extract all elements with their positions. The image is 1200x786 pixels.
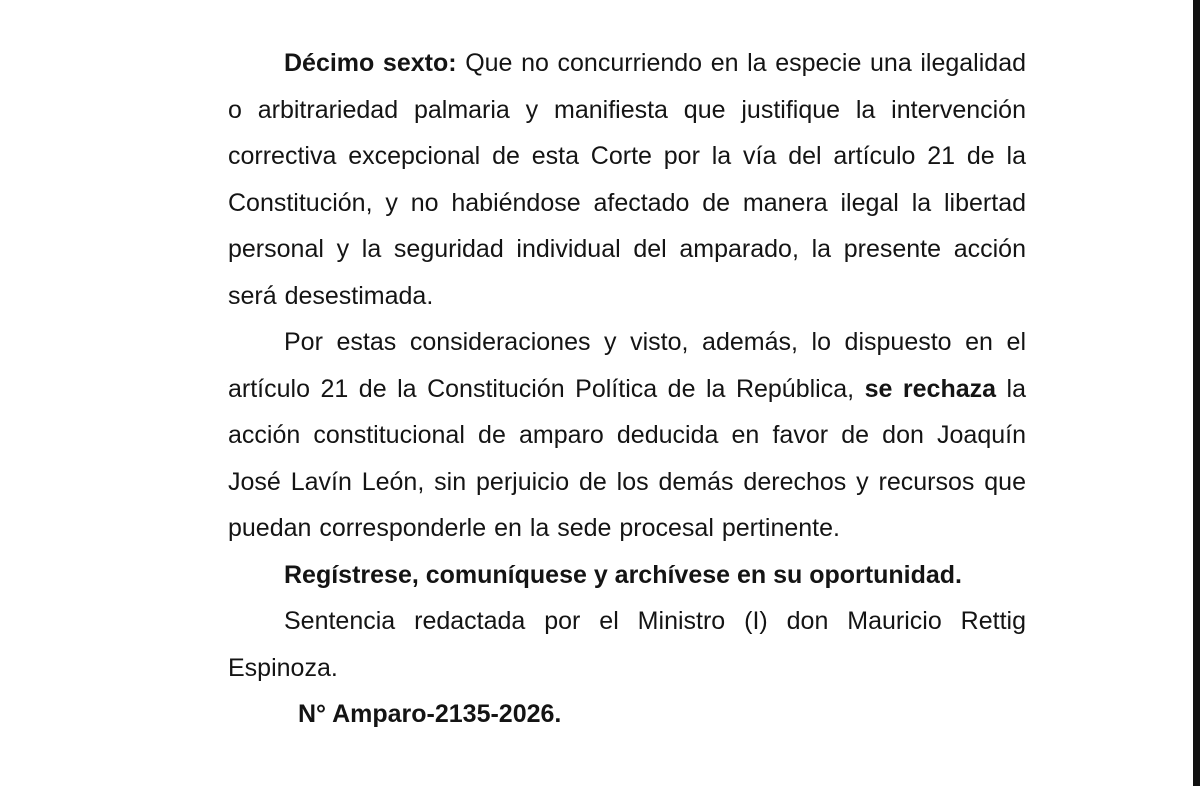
resolution-decision: se rechaza <box>864 374 997 403</box>
paragraph-text: Que no concurriendo en la especie una ilegalidad o arbitrariedad palmaria y manifiesta que justifique la intervención correctiva excepcional de esta Corte por la vía del artículo 21 de la Constitución, y no habiéndose afectado de manera ilegal la libertad personal y la seguridad individual del amparado, la presente acción será desestimada. <box>228 49 1026 310</box>
page-edge-bar <box>1193 0 1200 786</box>
resolution-rest: la acción constitucional de amparo deducida en favor de don Joaquín José Lavín León, sin perjuicio de los demás derechos y recursos que puedan corresponderle en la sede procesal pertinente. <box>228 374 1026 542</box>
resolution-paragraph <box>228 319 1026 552</box>
case-number: N° Amparo-2135-2026. <box>298 700 562 728</box>
paragraph-label: Décimo sexto: <box>284 49 457 77</box>
document-page <box>228 40 1026 738</box>
resolution-intro: Por estas consideraciones y visto, además, lo dispuesto en el artículo 21 de la Constitución Política de la República, <box>228 328 1026 403</box>
paragraph-decimo-sexto <box>228 40 1026 319</box>
author-note: Sentencia redactada por el Ministro (I) don Mauricio Rettig Espinoza. <box>228 607 1026 682</box>
closing-statement: Regístrese, comuníquese y archívese en su oportunidad. <box>284 560 962 589</box>
